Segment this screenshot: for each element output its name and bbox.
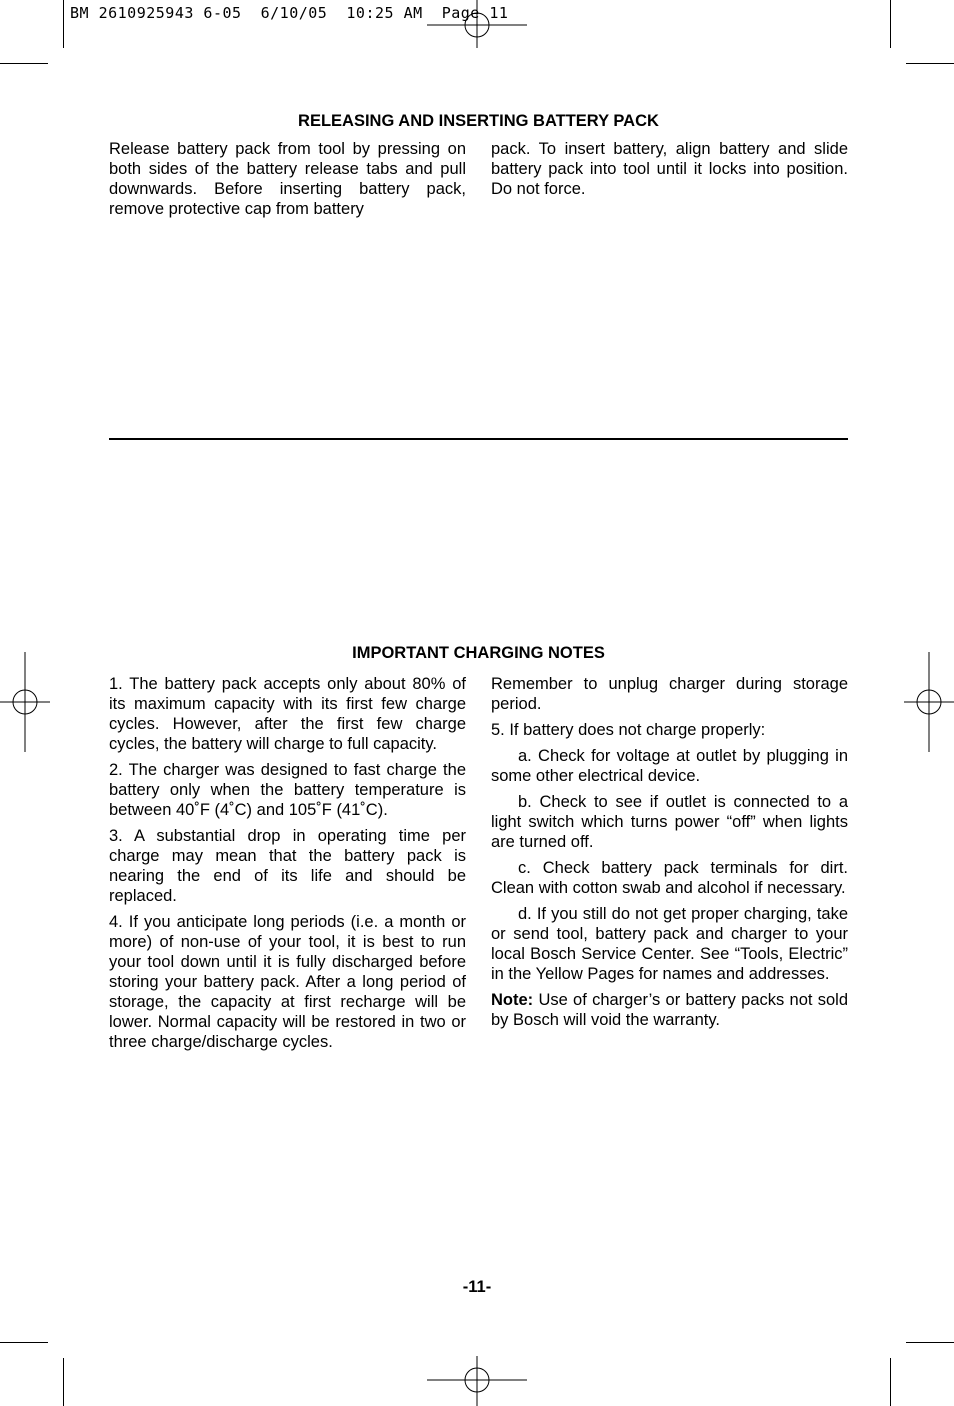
crop-mark	[906, 1342, 954, 1343]
note-text: Use of charger’s or battery packs not sold by Bosch will void the warranty.	[491, 991, 848, 1029]
page-number: -11-	[462, 1278, 492, 1296]
charging-note-3: 3. A substantial drop in operating time per charge may mean that the battery pack is nearing the end of its life and should be replaced.	[109, 827, 466, 905]
charging-left-column	[109, 674, 466, 1058]
battery-right-text: pack. To insert battery, align battery and slide battery pack into tool until it locks into position. Do not force.	[491, 140, 848, 198]
crop-mark	[0, 63, 48, 64]
battery-left-column	[109, 139, 466, 225]
registration-mark-bottom	[427, 1356, 527, 1406]
crop-mark	[0, 1342, 48, 1343]
crop-mark	[63, 0, 64, 48]
battery-section-title: RELEASING AND INSERTING BATTERY PACK	[298, 112, 659, 130]
registration-mark-top	[427, 0, 527, 48]
crop-mark	[906, 63, 954, 64]
crop-mark	[890, 0, 891, 48]
charging-note-5d: d. If you still do not get proper charging, take or send tool, battery pack and charger to your local Bosch Service Center. See “Tools, Electric” in the Yellow Pages for names and addresses.	[491, 905, 848, 983]
battery-left-text: Release battery pack from tool by pressing on both sides of the battery release tabs and pull downwards. Before inserting battery pack, remove protective cap from battery	[109, 140, 466, 218]
print-slug: BM 2610925943 6-05 6/10/05 10:25 AM Page 11	[70, 4, 509, 22]
battery-right-column	[491, 139, 848, 205]
charging-note-5a: a. Check for voltage at outlet by plugging in some other electrical device.	[491, 747, 848, 785]
warranty-note	[491, 990, 848, 1030]
charging-note-4: 4. If you anticipate long periods (i.e. a month or more) of non-use of your tool, it is best to run your tool down until it is fully discharged before storing your battery pack. After a long period of storage, the capacity at first recharge will be lower. Normal capacity will be restored in two or three charge/discharge cycles.	[109, 913, 466, 1051]
charging-section-title: IMPORTANT CHARGING NOTES	[352, 644, 605, 662]
registration-mark-right	[904, 652, 954, 752]
charging-note-5: 5. If battery does not charge properly:	[491, 721, 766, 739]
crop-mark	[890, 1358, 891, 1406]
charging-note-2: 2. The charger was designed to fast charge the battery only when the battery temperature is between 40˚F (4˚C) and 105˚F (41˚C).	[109, 761, 466, 819]
charging-note-1: 1. The battery pack accepts only about 80% of its maximum capacity with its first few charge cycles. However, after the first few charge cycles, the battery will charge to full capacity.	[109, 675, 466, 753]
registration-mark-left	[0, 652, 50, 752]
section-divider	[109, 438, 848, 440]
note-label: Note:	[491, 991, 534, 1009]
charging-remember: Remember to unplug charger during storage period.	[491, 675, 848, 713]
crop-mark	[63, 1358, 64, 1406]
charging-right-column	[491, 674, 848, 1036]
charging-note-5c: c. Check battery pack terminals for dirt. Clean with cotton swab and alcohol if necessary.	[491, 859, 848, 897]
charging-note-5b: b. Check to see if outlet is connected to a light switch which turns power “off” when lights are turned off.	[491, 793, 848, 851]
